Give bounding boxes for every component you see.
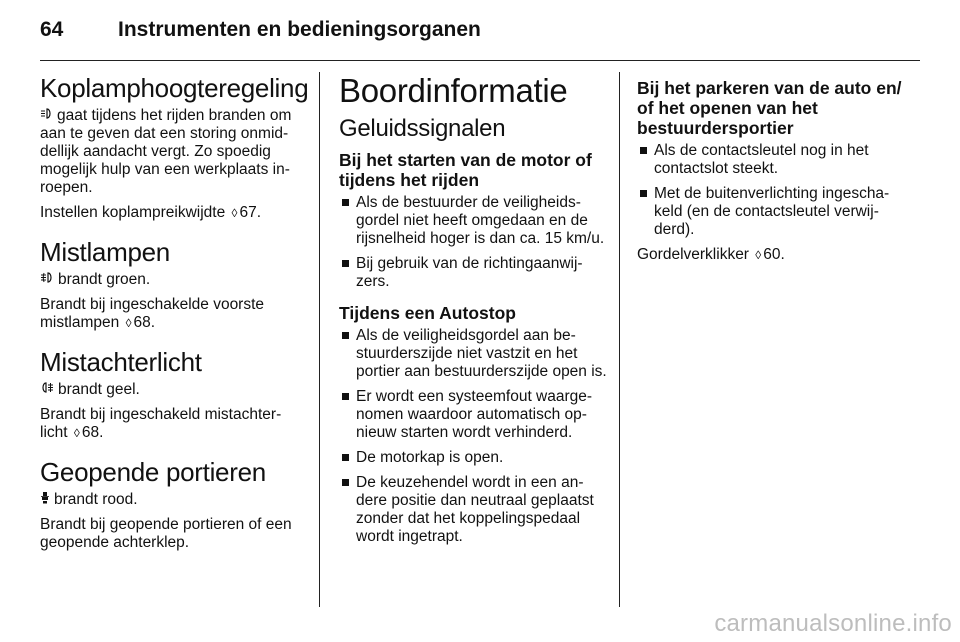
gordelverklikker-reference: [637, 246, 912, 264]
reference-symbol: ◊: [231, 206, 238, 220]
bullet-marker: [342, 454, 349, 461]
heading-parkeren: Bij het parkeren van de auto en/ of het openen van het bestuurdersportier: [637, 78, 902, 138]
mistachterlicht-text-1: brandt geel.: [58, 381, 140, 398]
mistlampen-reference: [40, 296, 308, 332]
list-item: [339, 194, 609, 248]
mistlampen-text-2: Brandt bij ingeschakelde voorste mistlampen: [40, 296, 265, 331]
mistlampen-text-1: brandt groen.: [58, 271, 151, 288]
mistlampen-text: [40, 270, 308, 289]
heading-boordinformatie: Boordinformatie: [339, 72, 568, 109]
bullet-marker: [342, 332, 349, 339]
koplamp-text-1: gaat tijdens het rijden branden om aan te geven dat een storing onmid- dellijk aandacht vergt. Zo spoedig mogelijk hulp van een werkplaats in- roepen.: [40, 107, 292, 196]
koplamp-text: [40, 106, 308, 197]
column-divider-left: [319, 72, 320, 607]
column-1: [40, 72, 308, 559]
list-starten-rijden: [339, 194, 609, 291]
portieren-text-2: Brandt bij geopende portieren of een geopende achterklep.: [40, 516, 292, 551]
bullet-marker: [342, 260, 349, 267]
koplamp-ref-page[interactable]: 67.: [239, 204, 262, 221]
list-item: [637, 142, 912, 178]
list-autostop: [339, 327, 609, 546]
column-divider-right: [619, 72, 620, 607]
list-item: [339, 255, 609, 291]
header-rule: [40, 60, 920, 61]
heading-mistachterlicht: Mistachterlicht: [40, 347, 202, 377]
heading-koplamphoogteregeling: Koplamphoogteregeling: [40, 73, 309, 103]
portieren-text: [40, 490, 308, 509]
list-item-text: Als de veiligheidsgordel aan be- stuurderszijde niet vastzit en het portier aan bestuurderszijde open is.: [356, 327, 607, 380]
list-item: [339, 449, 609, 467]
list-item: [339, 474, 609, 546]
open-door-icon: [40, 490, 50, 508]
list-item-text: Met de buitenverlichting ingescha- keld (en de contactsleutel verwij- derd).: [654, 185, 890, 238]
gordelverklikker-text: Gordelverklikker: [637, 246, 749, 263]
portieren-text-1: brandt rood.: [54, 491, 138, 508]
heading-geluidssignalen: Geluidssignalen: [339, 115, 506, 142]
list-item-text: De motorkap is open.: [356, 449, 504, 466]
bullet-marker: [342, 199, 349, 206]
page-header: [40, 18, 920, 52]
mistlampen-ref-page[interactable]: 68.: [133, 314, 156, 331]
bullet-marker: [342, 393, 349, 400]
list-parkeren: [637, 142, 912, 239]
list-item: [339, 327, 609, 381]
bullet-marker: [342, 479, 349, 486]
bullet-marker: [640, 147, 647, 154]
koplamp-text-2: Instellen koplampreikwijdte: [40, 204, 226, 221]
gordelverklikker-ref-page[interactable]: 60.: [763, 246, 785, 263]
column-2: [339, 72, 609, 553]
watermark: carmanualsonline.info: [714, 610, 952, 637]
mistachterlicht-text-2: Brandt bij ingeschakeld mistachter- licht: [40, 406, 282, 441]
mistachterlicht-reference: [40, 406, 308, 442]
koplamp-reference: [40, 204, 308, 222]
heading-autostop: Tijdens een Autostop: [339, 303, 516, 323]
bullet-marker: [640, 190, 647, 197]
heading-starten-rijden: Bij het starten van de motor of tijdens het rijden: [339, 150, 592, 190]
list-item-text: Er wordt een systeemfout waarge- nomen waardoor automatisch op- nieuw starten wordt verhinderd.: [356, 388, 593, 441]
headlight-range-icon: [40, 106, 53, 124]
reference-symbol: ◊: [755, 248, 762, 262]
list-item: [339, 388, 609, 442]
page-number: 64: [40, 18, 64, 41]
front-fog-light-icon: [40, 270, 54, 288]
heading-mistlampen: Mistlampen: [40, 237, 170, 267]
list-item: [637, 185, 912, 239]
reference-symbol: ◊: [125, 316, 132, 330]
list-item-text: Als de bestuurder de veiligheids- gordel niet heeft omgedaan en de rijsnelheid hoger is dan ca. 15 km/u.: [356, 194, 605, 247]
mistachterlicht-text: [40, 380, 308, 399]
mistachterlicht-ref-page[interactable]: 68.: [81, 424, 104, 441]
heading-geopende-portieren: Geopende portieren: [40, 457, 266, 487]
list-item-text: Als de contactsleutel nog in het contactslot steekt.: [654, 142, 869, 177]
header-title: Instrumenten en bedieningsorganen: [118, 18, 481, 41]
column-3: [637, 72, 912, 271]
list-item-text: De keuzehendel wordt in een an- dere positie dan neutraal geplaatst zonder dat het koppelingspedaal wordt ingetrapt.: [356, 474, 594, 545]
rear-fog-light-icon: [40, 380, 54, 398]
list-item-text: Bij gebruik van de richtingaanwij- zers.: [356, 255, 583, 290]
reference-symbol: ◊: [73, 426, 80, 440]
